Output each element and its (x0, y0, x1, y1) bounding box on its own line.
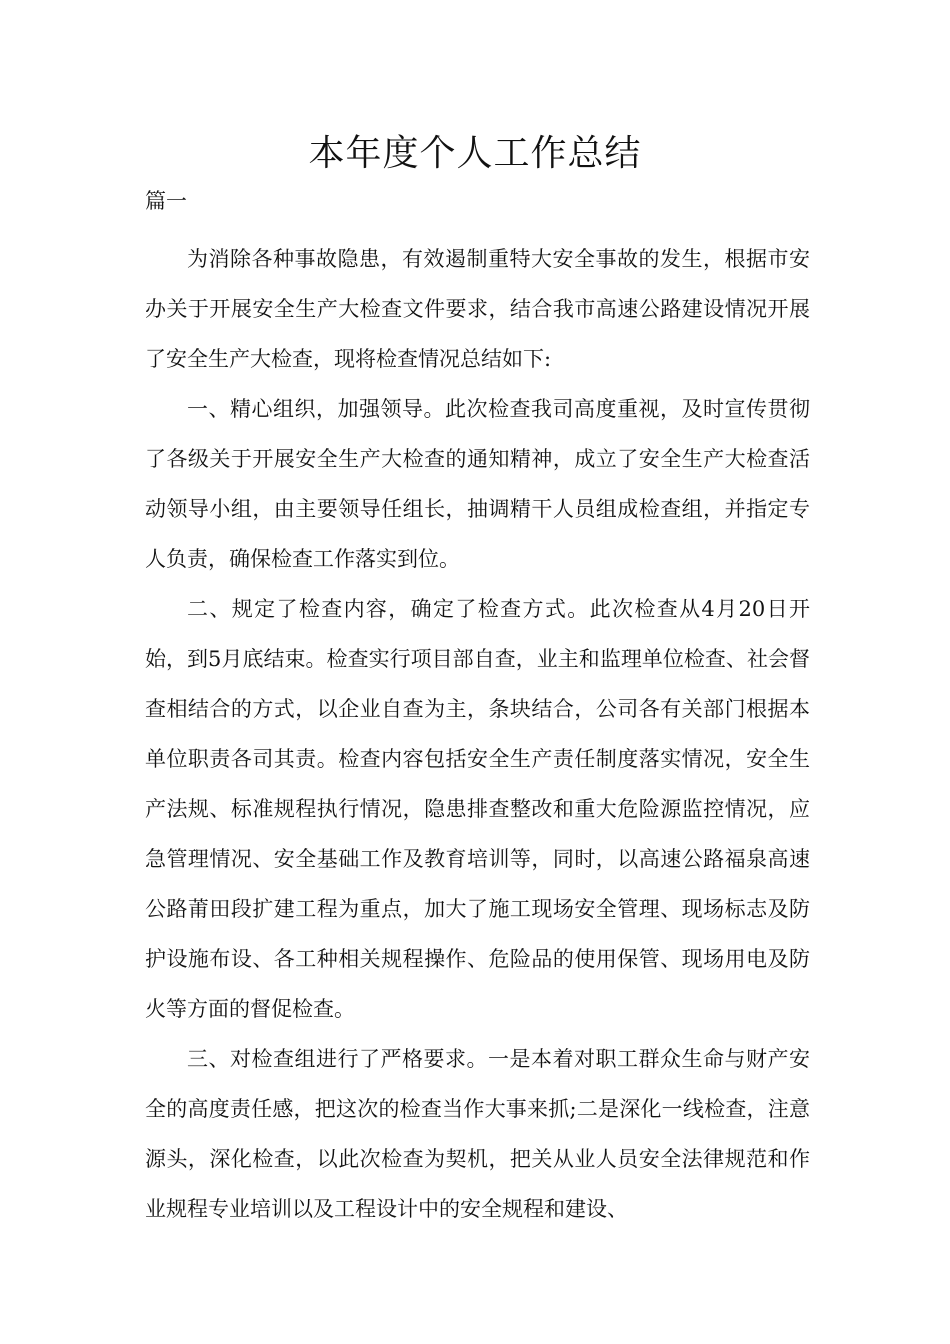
section-label: 篇一 (145, 189, 187, 213)
document-title: 本年度个人工作总结 (308, 133, 642, 174)
paragraph-intro: 为消除各种事故隐患，有效遏制重特大安全事故的发生，根据市安办关于开展安全生产大检查文件要求，结合我市高速公路建设情况开展了安全生产大检查，现将检查情况总结如下: (145, 247, 810, 371)
document-body (145, 234, 810, 1234)
paragraph-inspection-scope: 二、规定了检查内容，确定了检查方式。此次检查从4月20日开始，到5月底结束。检查实行项目部自查，业主和监理单位检查、社会督查相结合的方式，以企业自查为主，条块结合，公司各有关部门根据本单位职责各司其责。检查内容包括安全生产责任制度落实情况，安全生产法规、标准规程执行情况，隐患排查整改和重大危险源监控情况，应急管理情况、安全基础工作及教育培训等，同时，以高速公路福泉高速公路莆田段扩建工程为重点，加大了施工现场安全管理、现场标志及防护设施布设、各工种相关规程操作、危险品的使用保管、现场用电及防火等方面的督促检查。 (145, 597, 810, 1021)
paragraph-requirements: 三、对检查组进行了严格要求。一是本着对职工群众生命与财产安全的高度责任感，把这次的检查当作大事来抓;二是深化一线检查，注意源头，深化检查，以此次检查为契机，把关从业人员安全法律规范和作业规程专业培训以及工程设计中的安全规程和建设、 (145, 1047, 810, 1221)
paragraph-organization: 一、精心组织，加强领导。此次检查我司高度重视，及时宣传贯彻了各级关于开展安全生产大检查的通知精神，成立了安全生产大检查活动领导小组，由主要领导任组长，抽调精干人员组成检查组，并指定专人负责，确保检查工作落实到位。 (145, 397, 810, 571)
